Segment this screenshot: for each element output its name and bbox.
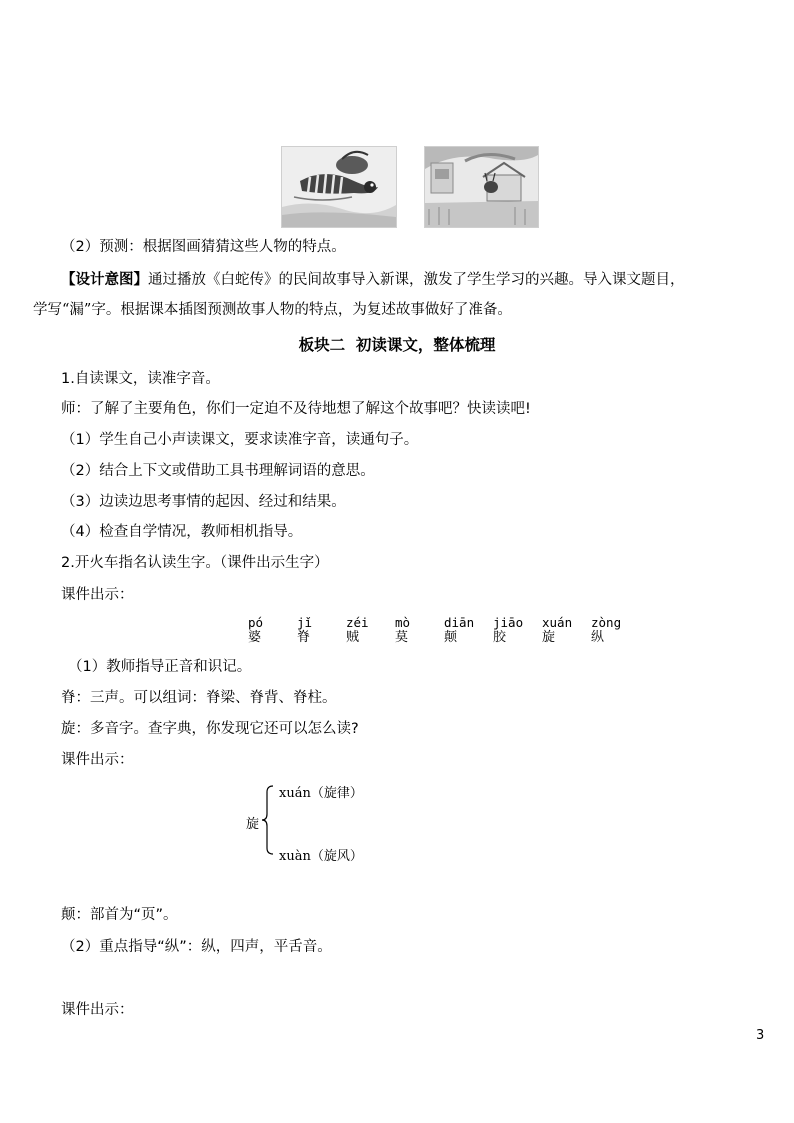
step-2: （2）结合上下文或借助工具书理解词语的意思。 <box>61 463 375 479</box>
pinyin: jiāo <box>493 615 524 630</box>
illustration-bird-gecko <box>281 146 397 228</box>
hanzi: 旋 <box>542 630 556 645</box>
character-list <box>248 615 640 646</box>
hanzi: 脊 <box>297 630 311 645</box>
brace-icon <box>260 784 276 856</box>
pinyin: diān <box>444 615 475 630</box>
character-item <box>493 615 542 646</box>
character-item <box>542 615 591 646</box>
section-heading: 板块二 初读课文，整体梳理 <box>298 336 496 354</box>
character-item <box>346 615 395 646</box>
courseware-label-2: 课件出示： <box>61 752 134 768</box>
design-intent-text1: 通过播放《白蛇传》的民间故事导入新课，激发了学生学习的兴趣。导入课文题目， <box>148 272 685 288</box>
bird-gecko-drawing <box>282 147 396 227</box>
polyphone-reading-2: xuàn（旋风） <box>279 849 363 864</box>
pinyin: xuán <box>542 615 573 630</box>
teacher-line: 师：了解了主要角色，你们一定迫不及待地想了解这个故事吧？快读读吧! <box>61 401 531 417</box>
step-3: （3）边读边思考事情的起因、经过和结果。 <box>61 494 346 510</box>
predict-paragraph: （2）预测：根据图画猜猜这些人物的特点。 <box>61 239 346 255</box>
pinyin: jǐ <box>297 615 313 630</box>
hanzi: 婆 <box>248 630 262 645</box>
illustration-house-snail <box>424 146 539 228</box>
guide-1: （1）教师指导正音和识记。 <box>68 659 252 675</box>
design-intent-label: 【设计意图】 <box>61 271 148 288</box>
pinyin: zéi <box>346 615 369 630</box>
step-4: （4）检查自学情况，教师相机指导。 <box>61 524 303 540</box>
character-item <box>444 615 493 646</box>
design-intent-line1 <box>61 270 685 290</box>
design-intent-line2: 学写“漏”字。根据课本插图预测故事人物的特点，为复述故事做好了准备。 <box>33 302 512 318</box>
courseware-label-3: 课件出示： <box>61 1002 134 1018</box>
hanzi: 颠 <box>444 630 458 645</box>
character-item <box>395 615 444 646</box>
hanzi: 莫 <box>395 630 409 645</box>
polyphone-char: 旋 <box>246 817 260 832</box>
character-item <box>248 615 297 646</box>
ji-note: 脊：三声。可以组词：脊梁、脊背、脊柱。 <box>61 690 337 706</box>
step-1: （1）学生自己小声读课文，要求读准字音，读通句子。 <box>61 432 419 448</box>
hanzi: 纵 <box>591 630 605 645</box>
house-snail-drawing <box>425 147 538 227</box>
character-item <box>297 615 346 646</box>
dian-note: 颠：部首为“页”。 <box>61 907 178 923</box>
hanzi: 贼 <box>346 630 360 645</box>
page-number: 3 <box>756 1028 765 1043</box>
courseware-label-1: 课件出示： <box>61 587 134 603</box>
item-2: 2.开火车指名认读生字。（课件出示生字） <box>61 555 329 571</box>
guide-2: （2）重点指导“纵”：纵，四声，平舌音。 <box>61 939 332 955</box>
pinyin: mò <box>395 615 411 630</box>
polyphone-reading-1: xuán（旋律） <box>279 786 363 801</box>
xuan-note: 旋：多音字。查字典，你发现它还可以怎么读? <box>61 721 359 737</box>
character-item <box>591 615 640 646</box>
hanzi: 胶 <box>493 630 507 645</box>
pinyin: zòng <box>591 615 622 630</box>
pinyin: pó <box>248 615 264 630</box>
item-1: 1.自读课文，读准字音。 <box>61 371 220 387</box>
